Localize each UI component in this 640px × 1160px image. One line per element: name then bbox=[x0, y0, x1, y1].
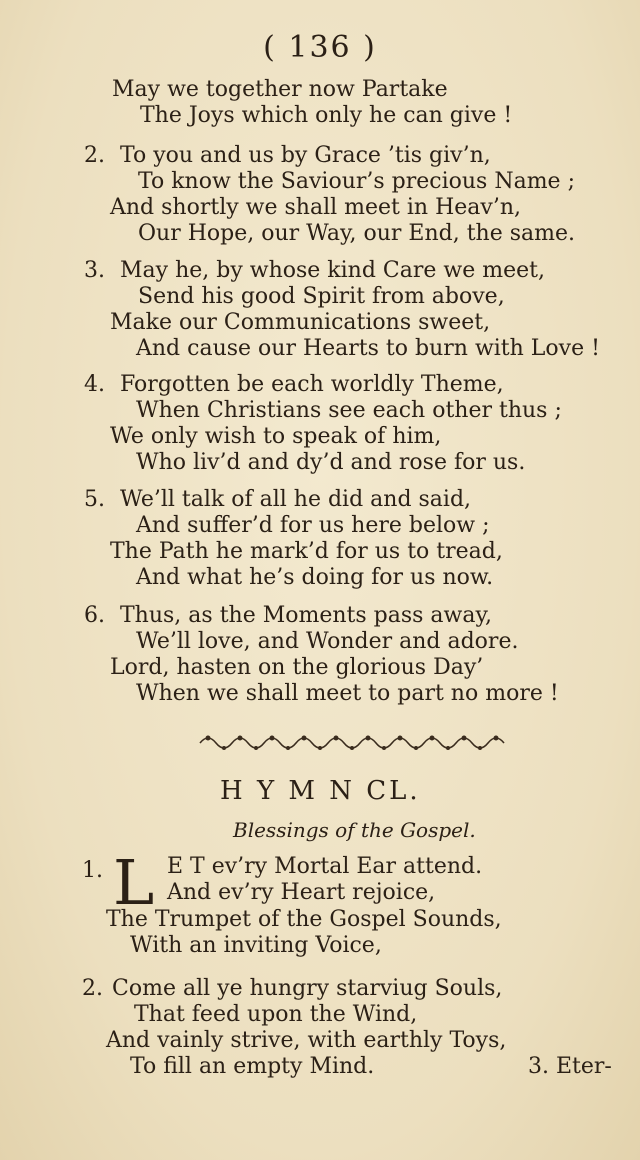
ornament-divider bbox=[195, 732, 515, 754]
stanza-number: 4. bbox=[84, 372, 105, 397]
verse-line: And suffer’d for us here below ; bbox=[136, 513, 490, 538]
verse-line: To know the Saviour’s precious Name ; bbox=[138, 169, 575, 194]
verse-line: May he, by whose kind Care we meet, bbox=[120, 258, 545, 283]
verse-line: When Christians see each other thus ; bbox=[136, 398, 562, 423]
verse-line: And ev’ry Heart rejoice, bbox=[167, 880, 436, 905]
drop-cap: L bbox=[113, 846, 155, 919]
verse-line: To fill an empty Mind. bbox=[130, 1054, 375, 1079]
verse-line: E T ev’ry Mortal Ear attend. bbox=[167, 854, 483, 879]
verse-line: May we together now Partake bbox=[112, 77, 448, 102]
verse-line: Come all ye hungry starviug Souls, bbox=[112, 976, 503, 1001]
verse-line: And vainly strive, with earthly Toys, bbox=[106, 1028, 507, 1053]
verse-line: We’ll love, and Wonder and adore. bbox=[136, 629, 519, 654]
verse-line: To you and us by Grace ’tis giv’n, bbox=[120, 143, 491, 168]
verse-line: Send his good Spirit from above, bbox=[138, 284, 505, 309]
verse-line: Forgotten be each worldly Theme, bbox=[120, 372, 504, 397]
verse-line: Thus, as the Moments pass away, bbox=[120, 603, 492, 628]
stanza-number: 6. bbox=[84, 603, 105, 628]
verse-line: The Trumpet of the Gospel Sounds, bbox=[106, 907, 502, 932]
stanza-number: 2. bbox=[84, 143, 105, 168]
verse-line: Lord, hasten on the glorious Day’ bbox=[110, 655, 484, 680]
verse-line: Who liv’d and dy’d and rose for us. bbox=[136, 450, 526, 475]
verse-line: The Path he mark’d for us to tread, bbox=[110, 539, 503, 564]
hymn-title: H Y M N CL. bbox=[220, 776, 421, 806]
page-number-header: ( 136 ) bbox=[263, 30, 377, 65]
catchword: 3. Eter- bbox=[528, 1054, 612, 1079]
stanza-number: 1. bbox=[82, 858, 103, 883]
verse-line: We only wish to speak of him, bbox=[110, 424, 442, 449]
stanza-number: 3. bbox=[84, 258, 105, 283]
verse-line: With an inviting Voice, bbox=[130, 933, 382, 958]
verse-line: When we shall meet to part no more ! bbox=[136, 681, 559, 706]
verse-line: That feed upon the Wind, bbox=[134, 1002, 418, 1027]
stanza-number: 5. bbox=[84, 487, 105, 512]
verse-line: And what he’s doing for us now. bbox=[136, 565, 494, 590]
verse-line: Make our Communications sweet, bbox=[110, 310, 491, 335]
verse-line: The Joys which only he can give ! bbox=[140, 103, 513, 128]
verse-line: Our Hope, our Way, our End, the same. bbox=[138, 221, 575, 246]
hymn-subtitle: Blessings of the Gospel. bbox=[233, 818, 476, 842]
verse-line: And shortly we shall meet in Heav’n, bbox=[110, 195, 521, 220]
stanza-number: 2. bbox=[82, 976, 103, 1001]
verse-line: We’ll talk of all he did and said, bbox=[120, 487, 472, 512]
verse-line: And cause our Hearts to burn with Love ! bbox=[136, 336, 600, 361]
